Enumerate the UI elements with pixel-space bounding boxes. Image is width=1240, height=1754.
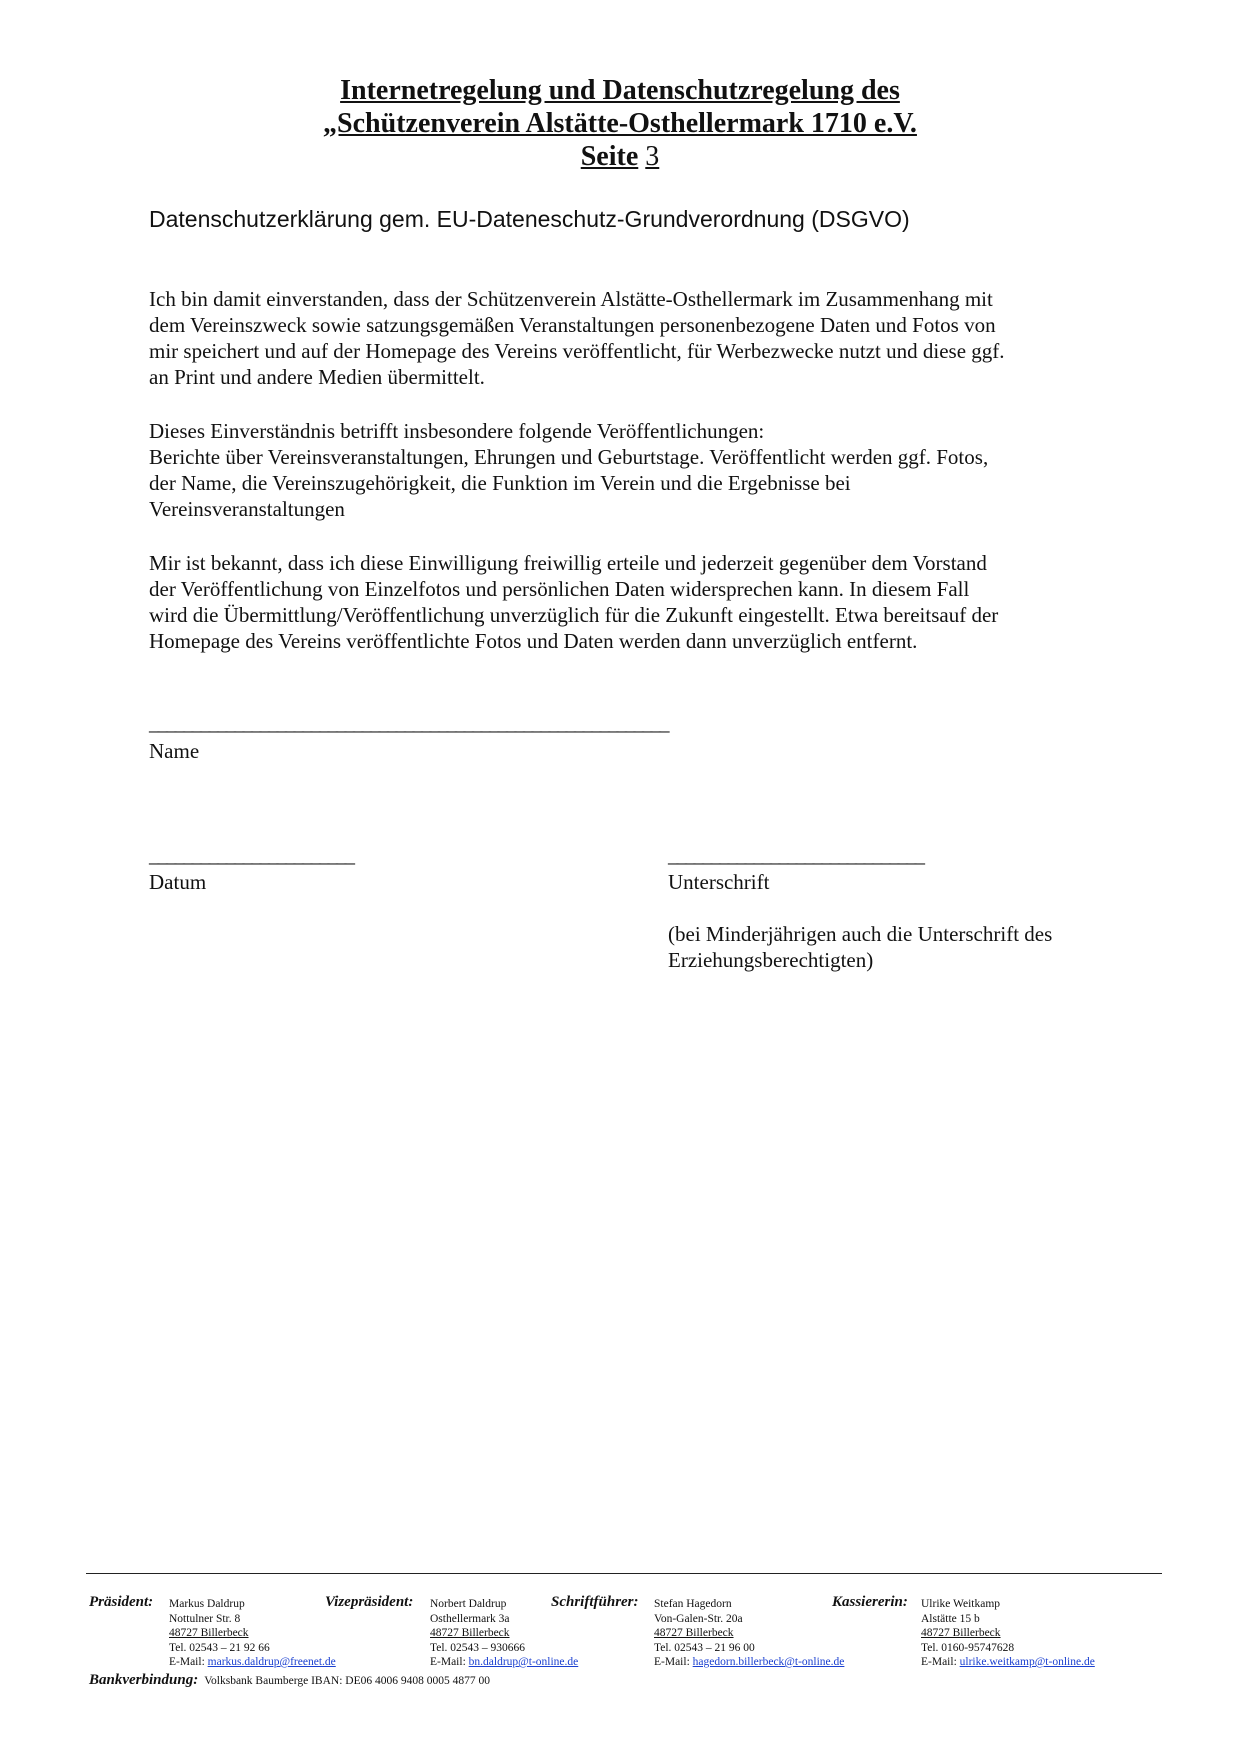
paragraph-line: Homepage des Vereins veröffentlichte Fotos und Daten werden dann unverzüglich entfernt.	[149, 629, 918, 653]
president-phone: Tel. 02543 – 21 92 66	[169, 1641, 270, 1654]
email-label: E-Mail:	[654, 1656, 690, 1668]
vice-president-name: Norbert Daldrup	[430, 1598, 507, 1610]
vice-president-email-link[interactable]: bn.daldrup@t-online.de	[468, 1656, 579, 1668]
paragraph-line: Ich bin damit einverstanden, dass der Schützenverein Alstätte-Osthellermark im Zusammenhang mit	[149, 287, 993, 311]
document-title	[0, 74, 1240, 173]
footer-divider	[86, 1573, 1162, 1574]
treasurer-name: Ulrike Weitkamp	[921, 1598, 1001, 1610]
paragraph-line: wird die Übermittlung/Veröffentlichung unverzüglich für die Zukunft eingestellt. Etwa bereitsauf der	[149, 603, 999, 627]
treasurer-street: Alstätte 15 b	[921, 1612, 980, 1625]
president-email-link[interactable]: markus.daldrup@freenet.de	[207, 1656, 336, 1668]
vice-president-street: Osthellermark 3a	[430, 1612, 510, 1625]
signature-field-line[interactable]: ______________________________	[668, 843, 923, 867]
title-line-1: Internetregelung und Datenschutzregelung des	[340, 75, 900, 106]
president-title: Präsident:	[89, 1594, 154, 1610]
email-label: E-Mail:	[921, 1656, 957, 1668]
consent-paragraph	[149, 286, 1099, 390]
signature-label: Unterschrift	[668, 870, 770, 894]
page-indicator	[0, 140, 1240, 173]
publications-paragraph	[149, 418, 1099, 522]
date-field-line[interactable]: ________________________	[149, 843, 353, 867]
paragraph-line: Vereinsveranstaltungen	[149, 497, 345, 521]
secretary-phone: Tel. 02543 – 21 96 00	[654, 1641, 755, 1654]
page-number: 3	[645, 141, 660, 172]
treasurer-email-link[interactable]: ulrike.weitkamp@t-online.de	[959, 1656, 1095, 1668]
president-city: 48727 Billerbeck	[169, 1627, 249, 1639]
bank-title: Bankverbindung:	[89, 1672, 199, 1688]
president-contact	[169, 1597, 336, 1670]
secretary-name: Stefan Hagedorn	[654, 1598, 732, 1610]
paragraph-line: dem Vereinszweck sowie satzungsgemäßen Veranstaltungen personenbezogene Daten und Fotos von	[149, 313, 996, 337]
title-line-2: „Schützenverein Alstätte-Osthellermark 1710 e.V.	[323, 108, 917, 139]
bank-details	[89, 1671, 490, 1689]
email-label: E-Mail:	[430, 1656, 466, 1668]
paragraph-line: Mir ist bekannt, dass ich diese Einwilligung freiwillig erteile und jederzeit gegenüber dem Vorstand	[149, 551, 987, 575]
paragraph-line: Berichte über Vereinsveranstaltungen, Ehrungen und Geburtstage. Veröffentlicht werden ggf. Fotos,	[149, 445, 989, 469]
president-name: Markus Daldrup	[169, 1598, 245, 1610]
vice-president-phone: Tel. 02543 – 930666	[430, 1641, 526, 1654]
paragraph-line: an Print und andere Medien übermittelt.	[149, 365, 485, 389]
name-field-line[interactable]: _____________________________________________________________	[149, 711, 668, 735]
president-street: Nottulner Str. 8	[169, 1612, 241, 1625]
treasurer-title: Kassiererin:	[832, 1594, 908, 1610]
secretary-email-link[interactable]: hagedorn.billerbeck@t-online.de	[692, 1656, 845, 1668]
treasurer-city: 48727 Billerbeck	[921, 1627, 1001, 1639]
name-label: Name	[149, 739, 200, 763]
secretary-street: Von-Galen-Str. 20a	[654, 1612, 743, 1625]
secretary-city: 48727 Billerbeck	[654, 1627, 734, 1639]
paragraph-line: der Veröffentlichung von Einzelfotos und persönlichen Daten widersprechen kann. In diesem Fall	[149, 577, 970, 601]
email-label: E-Mail:	[169, 1656, 205, 1668]
vice-president-city: 48727 Billerbeck	[430, 1627, 510, 1639]
bank-text: Volksbank Baumberge IBAN: DE06 4006 9408 0005 4877 00	[204, 1675, 490, 1687]
vice-president-title: Vizepräsident:	[325, 1594, 414, 1610]
secretary-contact	[654, 1597, 844, 1670]
section-subtitle: Datenschutzerklärung gem. EU-Dateneschutz-Grundverordnung (DSGVO)	[149, 206, 910, 232]
date-label: Datum	[149, 870, 207, 894]
paragraph-line: mir speichert und auf der Homepage des Vereins veröffentlicht, für Werbezwecke nutzt und diese ggf.	[149, 339, 1005, 363]
treasurer-phone: Tel. 0160-95747628	[921, 1641, 1015, 1654]
signature-note: (bei Minderjährigen auch die Unterschrift des Erziehungsberechtigten)	[668, 922, 1053, 972]
page-label: Seite	[580, 141, 639, 172]
paragraph-line: Dieses Einverständnis betrifft insbesondere folgende Veröffentlichungen:	[149, 419, 765, 443]
treasurer-contact	[921, 1597, 1095, 1670]
paragraph-line: der Name, die Vereinszugehörigkeit, die Funktion im Verein und die Ergebnisse bei	[149, 471, 851, 495]
revocation-paragraph	[149, 550, 1099, 654]
secretary-title: Schriftführer:	[551, 1594, 639, 1610]
